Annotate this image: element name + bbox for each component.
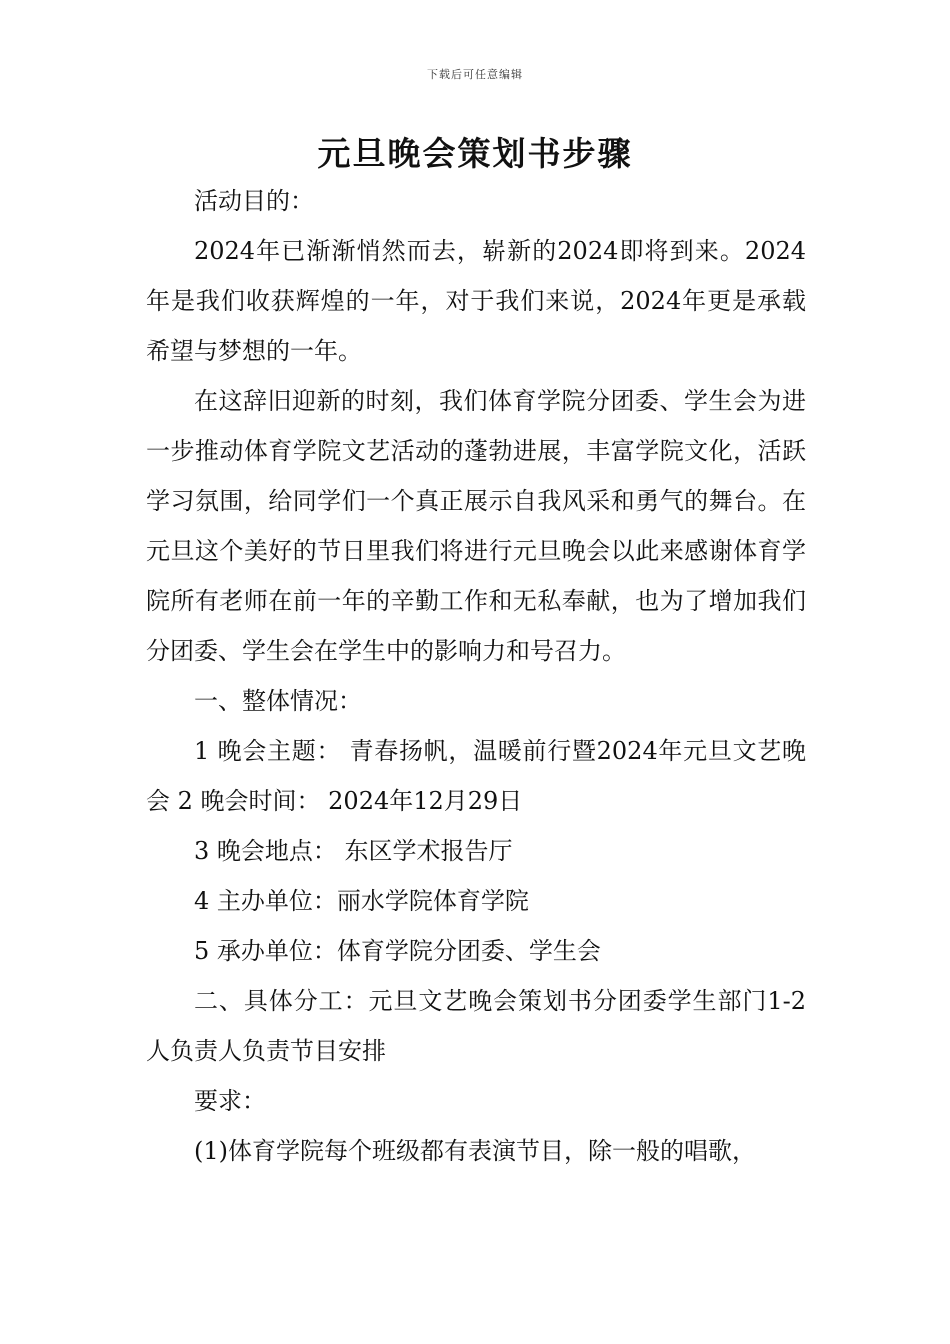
document-title: 元旦晚会策划书步骤 bbox=[317, 134, 633, 173]
document-body bbox=[146, 176, 806, 1176]
page-header-note: 下载后可任意编辑 bbox=[427, 68, 523, 81]
requirements-heading: 要求： bbox=[194, 1087, 266, 1115]
requirement-item-1: (1)体育学院每个班级都有表演节目，除一般的唱歌， bbox=[194, 1137, 756, 1165]
section-heading-division: 二、具体分工：元旦文艺晚会策划书分团委学生部门1-2人负责人负责节目安排 bbox=[146, 987, 806, 1065]
list-item-theme-time: 1 晚会主题： 青春扬帆，温暖前行暨2024年元旦文艺晚会 2 晚会时间： 2024年12月29日 bbox=[146, 737, 806, 815]
paragraph-purpose-heading: 活动目的： bbox=[194, 187, 314, 215]
paragraph-intro: 2024年已渐渐悄然而去，崭新的2024即将到来。2024年是我们收获辉煌的一年，对于我们来说，2024年更是承载希望与梦想的一年。 bbox=[146, 237, 806, 365]
paragraph-background: 在这辞旧迎新的时刻，我们体育学院分团委、学生会为进一步推动体育学院文艺活动的蓬勃进展，丰富学院文化，活跃学习氛围，给同学们一个真正展示自我风采和勇气的舞台。在元旦这个美好的节日里我们将进行元旦晚会以此来感谢体育学院所有老师在前一年的辛勤工作和无私奉献，也为了增加我们分团委、学生会在学生中的影响力和号召力。 bbox=[146, 387, 806, 665]
section-heading-overall: 一、整体情况： bbox=[194, 687, 362, 715]
list-item-venue: 3 晚会地点： 东区学术报告厅 bbox=[194, 837, 513, 865]
list-item-organizer: 5 承办单位：体育学院分团委、学生会 bbox=[194, 937, 601, 965]
list-item-host: 4 主办单位：丽水学院体育学院 bbox=[194, 887, 529, 915]
